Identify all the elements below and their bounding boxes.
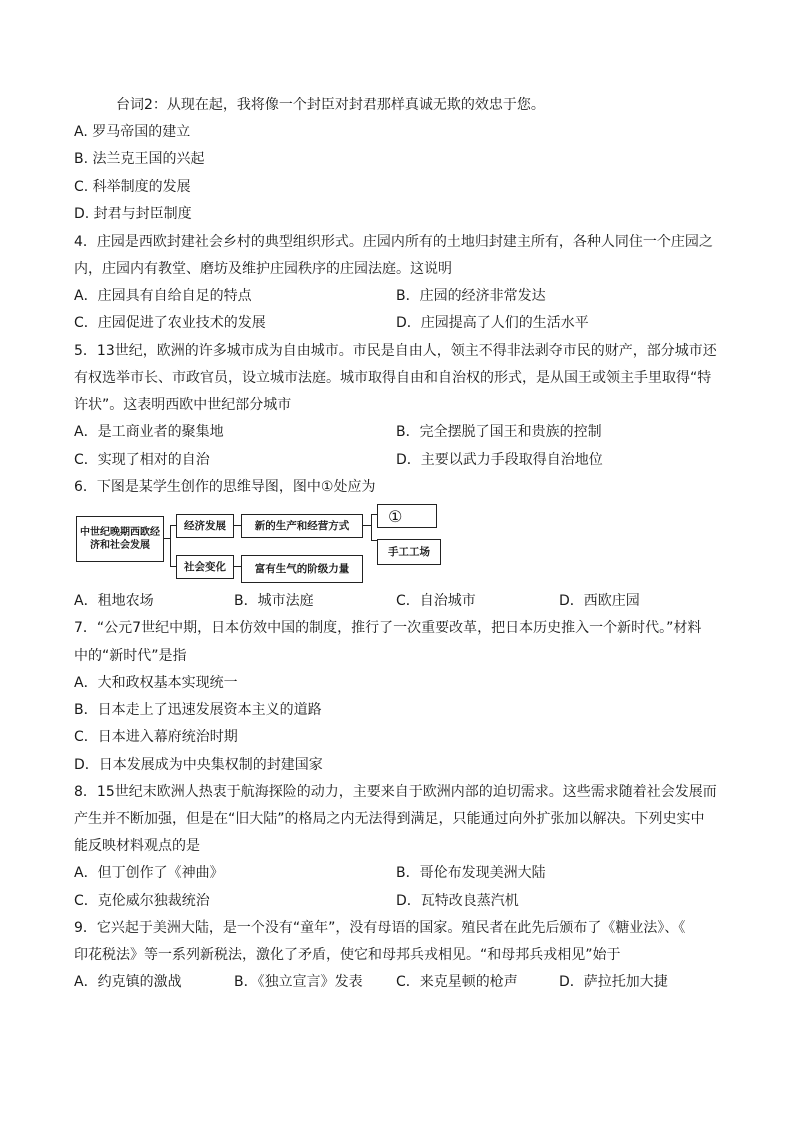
q6-option-c: C．自治城市 [396,593,476,609]
q8-option-a: A．但丁创作了《神曲》 [74,865,224,881]
q6-option-d: D．西欧庄园 [559,593,640,609]
connector [170,525,171,567]
mindmap-root: 中世纪晚期西欧经济和社会发展 [76,516,164,562]
q9-stem-line2: 印花税法》等一系列新税法，激化了矛盾，使它和母邦兵戎相见。“和母邦兵戎相见”始于 [74,947,621,963]
q5-stem-line1: 5．13世纪，欧洲的许多城市成为自由城市。市民是自由人，领主不得非法剥夺市民的财产，部分城市还 [74,343,717,359]
q5-option-d: D．主要以武力手段取得自治地位 [396,452,603,468]
q3-option-c: C. 科举制度的发展 [74,179,191,195]
mindmap-new-production-mode: 新的生产和经营方式 [241,514,363,538]
q5-stem-line3: 许状”。这表明西欧中世纪部分城市 [74,397,292,413]
q9-option-b: B．《独立宣言》发表 [234,974,363,990]
q7-option-b: B．日本走上了迅速发展资本主义的道路 [74,702,322,718]
q6-option-a: A．租地农场 [74,593,154,609]
q8-option-b: B．哥伦布发现美洲大陆 [396,865,546,881]
mind-map [74,503,454,573]
q9-stem-line1: 9．它兴起于美洲大陆，是一个没有“童年”，没有母语的国家。殖民者在此先后颁布了《糖业法》、《 [74,920,686,936]
connector [362,525,371,526]
q8-stem-line3: 能反映材料观点的是 [74,838,200,854]
connector [371,514,372,540]
mindmap-economic-development: 经济发展 [176,514,234,538]
connector [233,525,241,526]
q3-option-b: B. 法兰克王国的兴起 [74,151,205,167]
q8-stem-line2: 产生并不断加强，但是在“旧大陆”的格局之内无法得到满足，只能通过向外扩张加以解决。下列史实中 [74,811,705,827]
q4-stem-line2: 内，庄园内有教堂、磨坊及维护庄园秩序的庄园法庭。这说明 [74,261,452,277]
q7-option-d: D．日本发展成为中央集权制的封建国家 [74,757,323,773]
mindmap-vigorous-class-force: 富有生气的阶级力量 [241,555,363,583]
q4-option-d: D．庄园提高了人们的生活水平 [396,315,589,331]
q9-option-c: C．来克星顿的枪声 [396,974,518,990]
dialogue-line-2: 台词2：从现在起，我将像一个封臣对封君那样真诚无欺的效忠于您。 [116,97,545,113]
q8-option-c: C．克伦威尔独裁统治 [74,893,210,909]
connector [233,566,241,567]
q5-option-c: C．实现了相对的自治 [74,452,210,468]
q4-stem-line1: 4．庄园是西欧封建社会乡村的典型组织形式。庄园内所有的土地归封建主所有，各种人同住一个庄园之 [74,234,713,250]
q7-option-c: C．日本进入幕府统治时期 [74,729,238,745]
q5-option-b: B．完全摆脱了国王和贵族的控制 [396,424,602,440]
q8-option-d: D．瓦特改良蒸汽机 [396,893,519,909]
connector [163,538,170,539]
q9-option-a: A．约克镇的激战 [74,974,182,990]
q6-stem: 6．下图是某学生创作的思维导图，图中①处应为 [74,479,376,495]
q9-option-d: D．萨拉托加大捷 [559,974,668,990]
q7-stem-line2: 中的“新时代”是指 [74,648,187,664]
q5-option-a: A．是工商业者的聚集地 [74,424,224,440]
q8-stem-line1: 8．15世纪末欧洲人热衷于航海探险的动力，主要来自于欧洲内部的迫切需求。这些需求随着社会发展而 [74,784,717,800]
q7-option-a: A．大和政权基本实现统一 [74,675,238,691]
q4-option-a: A．庄园具有自给自足的特点 [74,288,252,304]
q3-option-d: D. 封君与封臣制度 [74,206,192,222]
mindmap-social-change: 社会变化 [176,555,234,579]
mindmap-handicraft-workshop: 手工工场 [377,539,441,565]
q7-stem-line1: 7．“公元7世纪中期，日本仿效中国的制度，推行了一次重要改革，把日本历史推入一个新时代。”材料 [74,620,702,636]
q6-option-b: B．城市法庭 [234,593,314,609]
q5-stem-line2: 有权选举市长、市政官员，设立城市法庭。城市取得自由和自治权的形式，是从国王或领主手里取得“特 [74,370,712,386]
q4-option-b: B．庄园的经济非常发达 [396,288,546,304]
mindmap-blank-1: ① [377,504,437,528]
q4-option-c: C．庄园促进了农业技术的发展 [74,315,266,331]
q3-option-a: A. 罗马帝国的建立 [74,124,191,140]
